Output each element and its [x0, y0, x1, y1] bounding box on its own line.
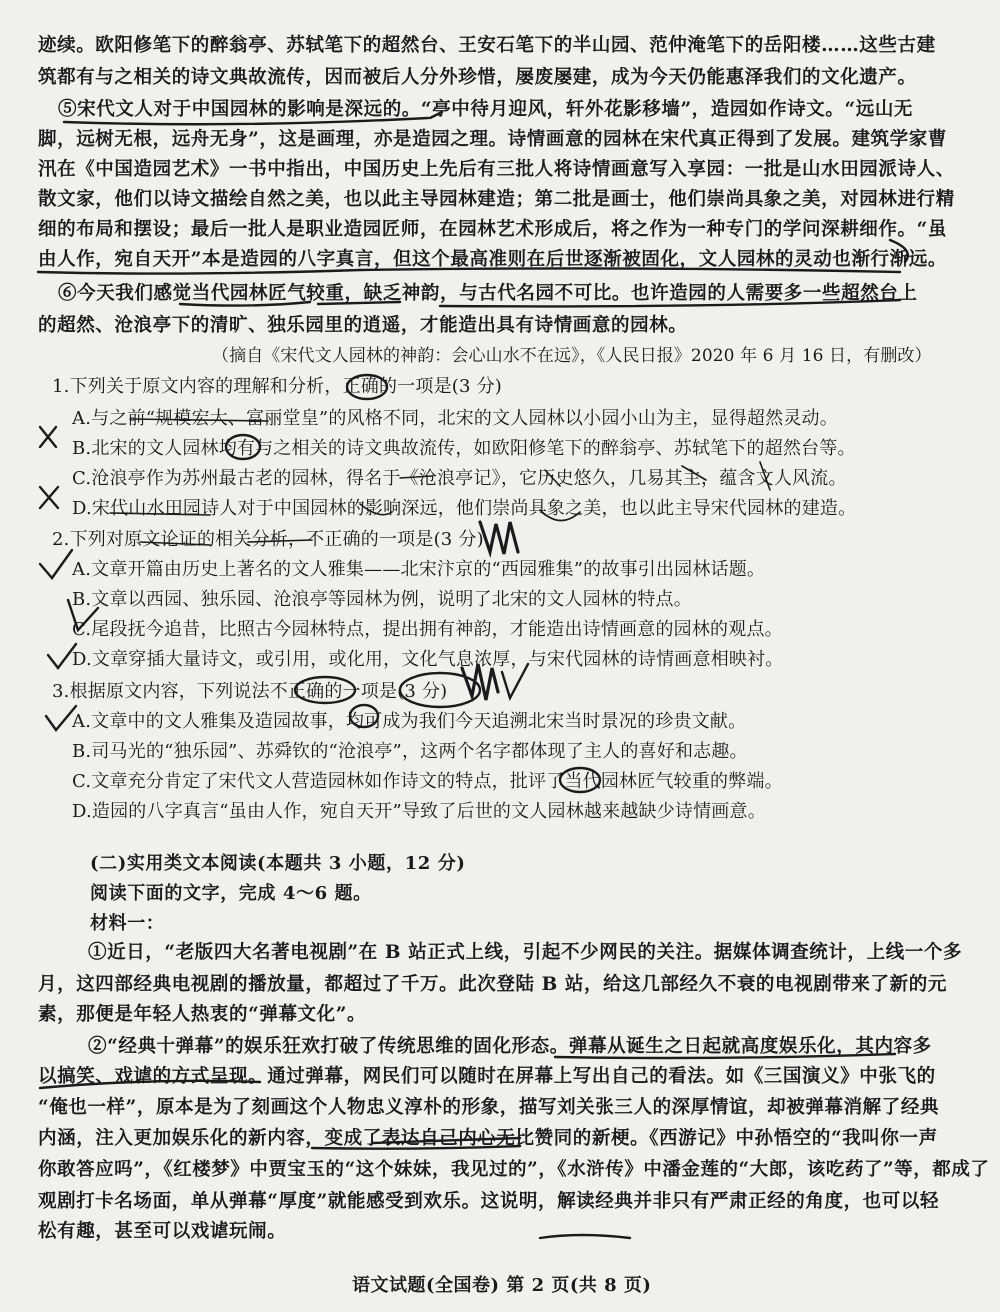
q1-option-d[interactable]: D.宋代山水田园诗人对于中国园林的影响深远，他们崇尚具象之美，也以此主导宋代园林的建造。 [72, 498, 857, 519]
q3-option-a[interactable]: A.文章中的文人雅集及造园故事，均可成为我们今天追溯北宋当时景况的珍贵文献。 [72, 711, 747, 732]
passage2-line: 松有趣，甚至可以戏谑玩闹。 [38, 1221, 287, 1242]
passage1-line: 汛在《中国造园艺术》一书中指出，中国历史上先后有三批人将诗情画意写入享园：一批是山水田园派诗人、 [38, 159, 955, 180]
q1-option-b[interactable]: B.北宋的文人园林均有与之相关的诗文典故流传，如欧阳修笔下的醉翁亭、苏轼笔下的超然台等。 [72, 438, 856, 459]
q3-option-c[interactable]: C.文章充分肯定了宋代文人营造园林如作诗文的特点，批评了当代园林匠气较重的弊端。 [72, 771, 783, 792]
passage2-line: ①近日，“老版四大名著电视剧”在 B 站正式上线，引起不少网民的关注。据媒体调查统计，上线一个多 [88, 942, 963, 963]
passage2-line: 观剧打卡名场面，单从弹幕“厚度”就能感受到欢乐。这说明，解读经典并非只有严肃正经的角度，也可以轻 [38, 1191, 940, 1212]
q3-option-b[interactable]: B.司马光的“独乐园”、苏舜钦的“沧浪亭”，这两个名字都体现了主人的喜好和志趣。 [72, 741, 748, 762]
material-label: 材料一： [90, 913, 165, 934]
passage1-line: 由人作，宛自天开”本是造园的八字真言，但这个最高准则在后世逐渐被固化，文人园林的灵动也渐行渐远。 [38, 249, 947, 270]
passage1-line: ⑤宋代文人对于中国园林的影响是深远的。“亭中待月迎风，轩外花影移墙”，造园如作诗文。“远山无 [58, 99, 914, 120]
passage2-line: 以搞笑、戏谑的方式呈现。通过弹幕，网民们可以随时在屏幕上写出自己的看法。如《三国演义》中张飞的 [38, 1066, 936, 1087]
q2-option-b[interactable]: B.文章以西园、独乐园、沧浪亭等园林为例，说明了北宋的文人园林的特点。 [72, 589, 692, 610]
q2-option-a[interactable]: A.文章开篇由历史上著名的文人雅集——北宋汴京的“西园雅集”的故事引出园林话题。 [72, 559, 766, 580]
q2-stem: 2.下列对原文论证的相关分析，不正确的一项是(3 分) [52, 529, 484, 550]
q3-stem: 3.根据原文内容，下列说法不正确的一项是(3 分) [52, 681, 448, 702]
page-footer: 语文试题(全国卷) 第 2 页(共 8 页) [352, 1275, 652, 1296]
passage2-line: 月，这四部经典电视剧的播放量，都超过了千万。此次登陆 B 站，给这几部经久不衰的电视剧带来了新的元 [38, 974, 947, 995]
passage1-line: 细的布局和摆设；最后一批人是职业造园匠师，在园林艺术形成后，将之作为一种专门的学问深耕细作。“虽 [38, 219, 947, 240]
cross-mark [40, 487, 58, 508]
q1-option-c[interactable]: C.沧浪亭作为苏州最古老的园林，得名于《沧浪亭记》，它历史悠久，几易其主，蕴含文人风流。 [72, 468, 847, 489]
cross-mark [40, 427, 56, 447]
q3-option-d[interactable]: D.造园的八字真言“虽由人作，宛自天开”导致了后世的文人园林越来越缺少诗情画意。 [72, 801, 766, 822]
section2-heading: (二)实用类文本阅读(本题共 3 小题，12 分) [90, 853, 466, 874]
passage2-line: ②“经典十弹幕”的娱乐狂欢打破了传统思维的固化形态。弹幕从诞生之日起就高度娱乐化，其内容多 [88, 1036, 932, 1057]
passage1-line: 迹续。欧阳修笔下的醉翁亭、苏轼笔下的超然台、王安石笔下的半山园、范仲淹笔下的岳阳楼……这些古建 [38, 35, 936, 56]
passage1-line: 筑都有与之相关的诗文典故流传，因而被后人分外珍惜，屡废屡建，成为今天仍能惠泽我们的文化遗产。 [38, 67, 917, 88]
q2-option-c[interactable]: C.尾段抚今追昔，比照古今园林特点，提出拥有神韵，才能造出诗情画意的园林的观点。 [72, 619, 783, 640]
smudge-mark [540, 1235, 630, 1238]
q2-option-d[interactable]: D.文章穿插大量诗文，或引用，或化用，文化气息浓厚，与宋代园林的诗情画意相映衬。 [72, 649, 784, 670]
section2-instruction: 阅读下面的文字，完成 4～6 题。 [90, 883, 372, 904]
passage2-line: 你敢答应吗”，《红楼梦》中贾宝玉的“这个妹妹，我见过的”，《水浒传》中潘金莲的“大郎，该吃药了”等，都成了 [38, 1159, 990, 1180]
passage1-line: ⑥今天我们感觉当代园林匠气较重，缺乏神韵，与古代名园不可比。也许造园的人需要多一些超然台上 [58, 283, 918, 304]
passage1-line: 的超然、沧浪亭下的清旷、独乐园里的逍遥，才能造出具有诗情画意的园林。 [38, 315, 688, 336]
q1-option-a[interactable]: A.与之前“规模宏大、富丽堂皇”的风格不同，北宋的文人园林以小园小山为主，显得超然灵动。 [72, 408, 838, 429]
passage2-line: 内涵，注入更加娱乐化的新内容，变成了表达自己内心无比赞同的新梗。《西游记》中孙悟空的“我叫你一声 [38, 1128, 938, 1149]
scribble-mark [480, 522, 518, 554]
passage1-line: 脚，远树无根，远舟无身”，这是画理，亦是造园之理。诗情画意的园林在宋代真正得到了发展。建筑学家曹 [38, 129, 947, 150]
passage2-line: 素，那便是年轻人热衷的“弹幕文化”。 [38, 1004, 367, 1025]
q1-stem: 1.下列关于原文内容的理解和分析，正确的一项是(3 分) [52, 376, 502, 397]
check-mark [40, 550, 72, 578]
passage2-line: “俺也一样”，原本是为了刻画这个人物忠义淳朴的形象，描写刘关张三人的深厚情谊，却被弹幕消解了经典 [38, 1097, 940, 1118]
citation: （摘自《宋代文人园林的神韵：会心山水不在远》，《人民日报》2020 年 6 月 16 日，有删改） [212, 346, 932, 366]
passage1-line: 散文家，他们以诗文描绘自然之美，也以此主导园林建造；第二批是画士，他们崇尚具象之美，对园林进行精 [38, 189, 955, 210]
